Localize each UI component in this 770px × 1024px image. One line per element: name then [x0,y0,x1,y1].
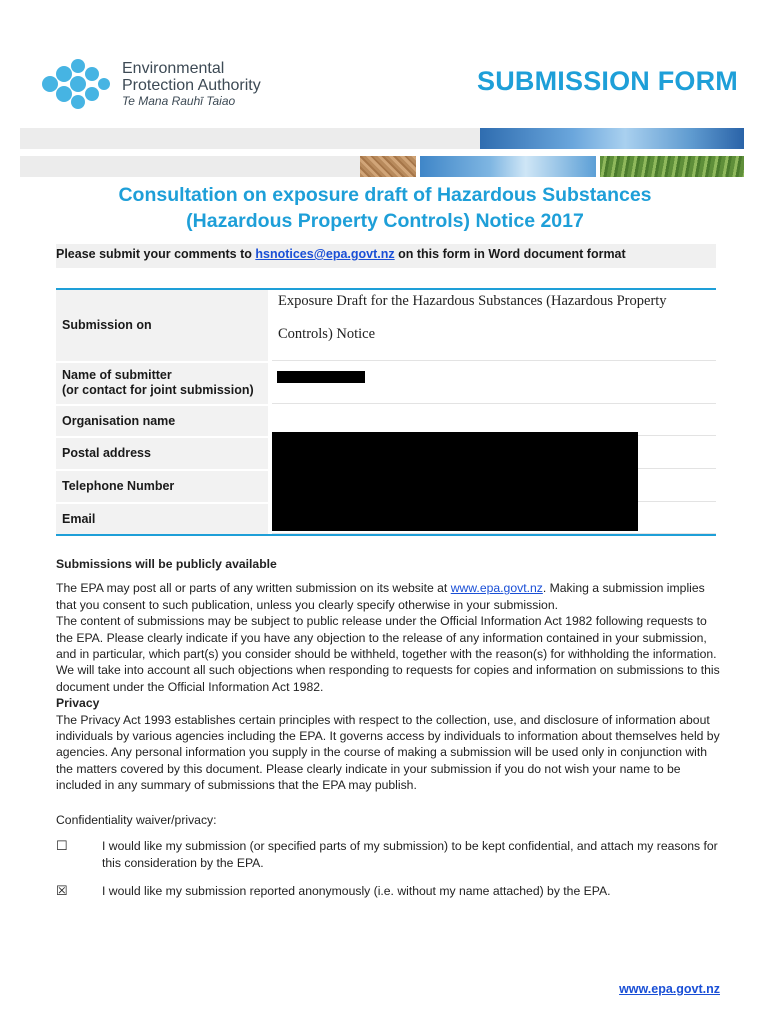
anonymous-option-text: I would like my submission reported anonymously (i.e. without my name attached) by the EPA. [102,883,611,898]
header-banner [20,128,744,178]
public-notice-p1-after: . Making a submission implies that you consent to such publication, unless you clearly specify otherwise in your submission. [56,581,705,612]
form-title: SUBMISSION FORM [476,66,738,96]
anonymous-option [56,883,722,899]
submitter-label-line-2: (or contact for joint submission) [62,383,254,397]
banner-sky-image [480,128,744,149]
telephone-label-cell [56,471,268,502]
email-label: Email [62,512,96,526]
organisation-label: Organisation name [62,414,176,428]
privacy-paragraph: The Privacy Act 1993 establishes certain principles with respect to the collection, use, and disclosure of information about individuals by various agencies including the EPA. It governs access by individuals to information about themselves held by agencies. Any personal information you supply in the course of making a submission will be used only in conjunction with the matters covered by this document. Please clearly indicate in your submission if you do not wish your name to be included in any summary of submissions that the EPA may publish. [56,712,720,793]
notice-body [56,556,722,911]
public-notice-paragraph-2: The content of submissions may be subject to public release under the Official Information Act 1982 following requests to the EPA. Please clearly indicate if you have any objection to the release of any information contained in your submission, and in particular, which part(s) you consider should be withheld, together with the reason(s) for withholding the information. We will take into account all such objections when responding to requests for copies and information on submissions to this document under the Official Information Act 1982. [56,614,720,694]
banner-gray-bottom [20,156,360,177]
confidential-option-text: I would like my submission (or specified parts of my submission) to be kept confidential, and attach my reasons for this consideration by the EPA. [102,839,718,870]
submitter-label [62,368,254,398]
submission-email-link[interactable]: hsnotices@epa.govt.nz [255,247,395,261]
submitter-name-field[interactable] [272,363,716,404]
banner-fern-image [600,156,744,177]
epa-logo [36,56,286,111]
logo-line-1: Environmental [122,60,225,77]
organisation-label-cell [56,406,268,436]
consultation-title-line-1: Consultation on exposure draft of Hazardous Substances [118,184,652,206]
telephone-label: Telephone Number [62,479,175,493]
banner-sand-image [360,156,416,177]
submission-on-label-cell [56,290,268,361]
logo-maori-name: Te Mana Rauhī Taiao [122,94,236,108]
public-notice-heading: Submissions will be publicly available [56,557,277,571]
confidentiality-label: Confidentiality waiver/privacy: [56,812,217,827]
submitter-label-line-1: Name of submitter [62,368,172,382]
public-notice-paragraph-1 [56,580,722,613]
submission-on-field[interactable] [272,290,716,361]
submission-on-label: Submission on [62,318,152,332]
consultation-title [0,182,770,234]
email-label-cell [56,504,268,534]
postal-label: Postal address [62,446,151,460]
redacted-contact-details [272,432,638,531]
anonymous-checkbox[interactable]: ☒ [56,882,68,898]
submit-instruction [56,244,716,268]
postal-label-cell [56,438,268,469]
submit-instruction-after: on this form in Word document format [394,247,626,261]
consultation-title-line-2: (Hazardous Property Controls) Notice 2017 [186,210,584,232]
submission-on-value-line-2: Controls) Notice [278,326,376,342]
submit-instruction-before: Please submit your comments to [56,247,256,261]
logo-line-2: Protection Authority [122,77,261,94]
banner-water-image [420,156,596,177]
confidential-option [56,838,722,871]
submission-on-value-line-1: Exposure Draft for the Hazardous Substances (Hazardous Property [278,293,667,309]
confidential-checkbox[interactable]: ☐ [56,838,68,854]
privacy-heading: Privacy [56,696,100,711]
table-bottom-rule [56,534,716,536]
redacted-name [277,371,365,383]
public-notice-p1-before: The EPA may post all or parts of any written submission on its website at [56,581,451,596]
epa-logo-icon [36,56,112,111]
footer-website-link[interactable]: www.epa.govt.nz [619,982,720,996]
epa-website-link[interactable]: www.epa.govt.nz [450,581,543,596]
banner-gray-top [20,128,480,149]
submitter-label-cell [56,363,268,404]
